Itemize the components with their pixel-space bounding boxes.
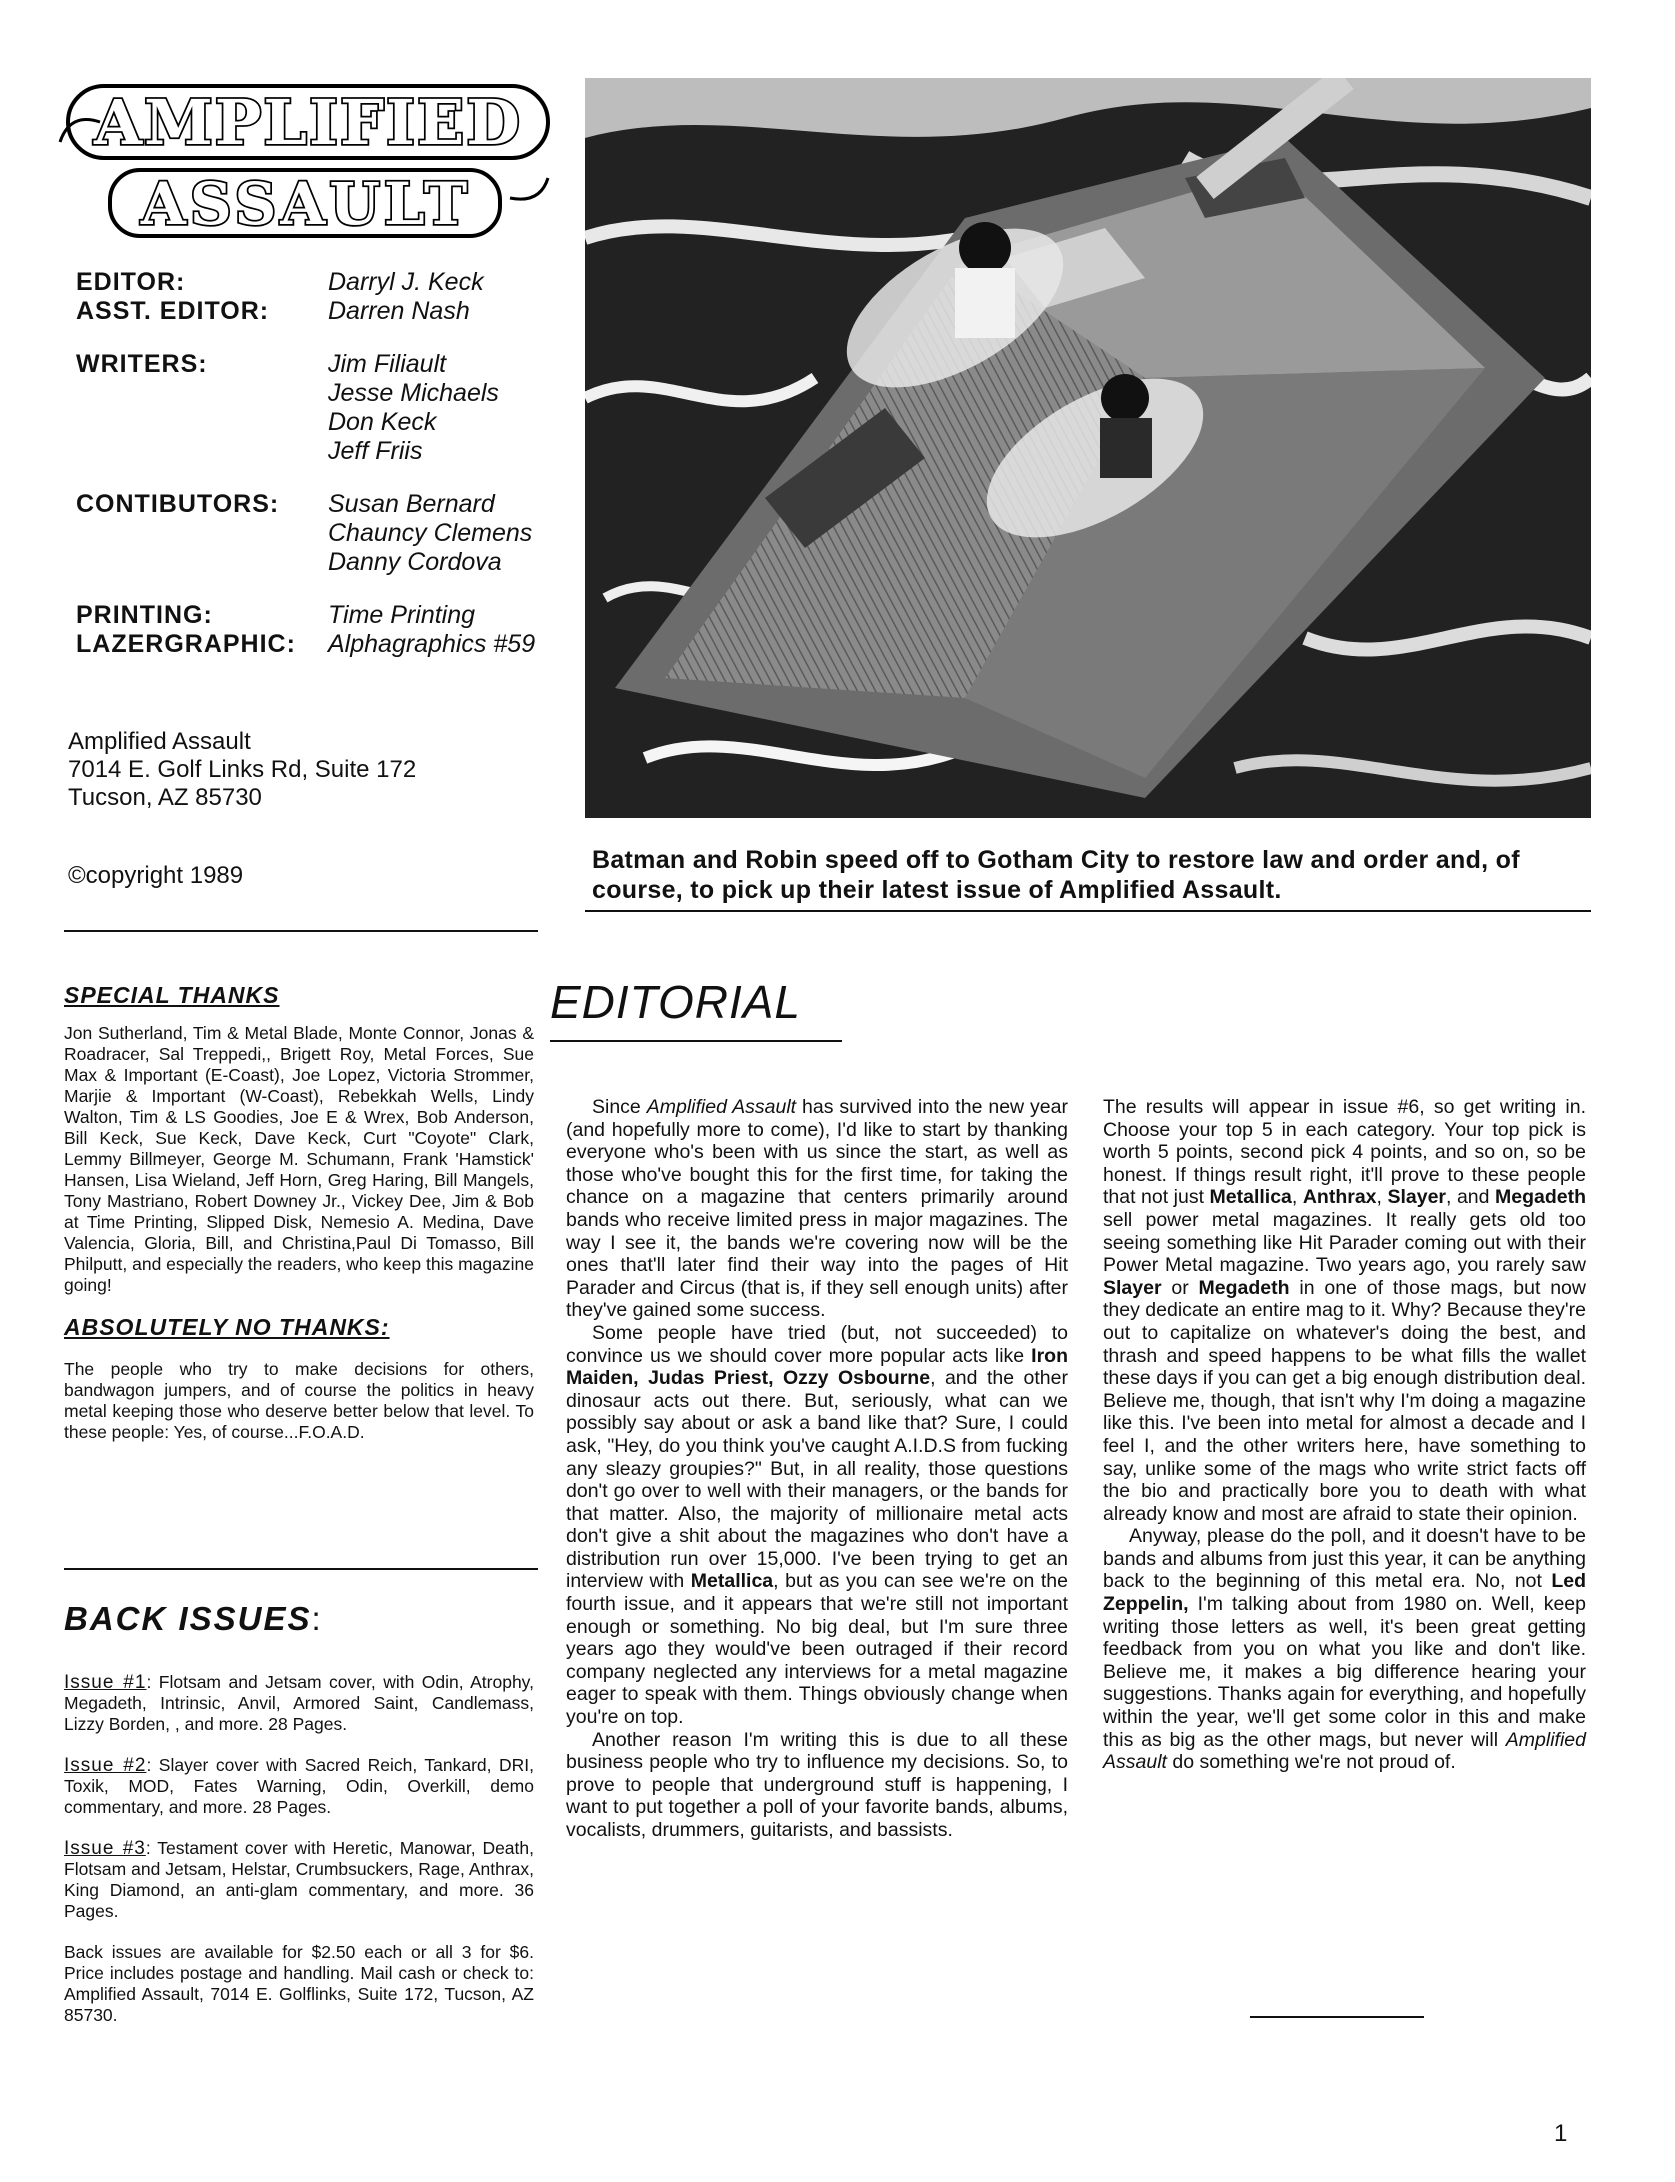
staff-name: Susan Bernard [328, 490, 495, 518]
text-run: I'm talking about from 1980 on. Well, keep writing those letters as well, it's been great getting feedback from you on what you like and don't like. Believe me, it makes a big difference hearing your suggestions. Thanks again for everything, and hopefully within the year, we'll get some color in this and make this as big as the other mags, but never will [1103, 1593, 1586, 1751]
staff-name: Jeff Friis [328, 437, 423, 465]
editorial-paragraph: Another reason I'm writing this is due to all these business people who try to influence my decisions. So, to prove to people that underground stuff is happening, I want to put together a poll of your favorite bands, albums, vocalists, drummers, guitarists, and bassists. [566, 1728, 1068, 1841]
text-run: The results will appear in issue #6, so get writing in. Choose your top 5 in each category. Your top pick is worth 5 points, second pick 4 points, and so on, so be honest. If things result right, it'll prove to these people that not just [1103, 1096, 1586, 1209]
back-issues-heading-colon: : [311, 1600, 323, 1637]
staff-name: Darryl J. Keck [328, 268, 484, 296]
text-run-bold: Slayer [1387, 1186, 1447, 1209]
text-run: , but as you can see we're on the fourth issue, and it appears that we're still not important enough or something. No big deal, but I'm sure three years ago they would've been outraged if their record company neglected any interviews for a metal magazine eager to speak with them. Things obviously change when you're on top. [566, 1570, 1068, 1729]
text-run-bold: Metallica [690, 1570, 774, 1593]
staff-role: CONTIBUTORS: [76, 490, 280, 518]
staff-row-writers [76, 350, 546, 466]
address-city: Tucson, AZ 85730 [68, 784, 262, 811]
staff-row-contributors [76, 490, 546, 577]
address-street: 7014 E. Golf Links Rd, Suite 172 [68, 756, 417, 783]
editorial-column-1 [566, 1096, 1068, 1842]
back-issue-text: : Flotsam and Jetsam cover, with Odin, Atrophy, Megadeth, Intrinsic, Anvil, Armored Saint, Candlemass, Lizzy Borden, , and more. 28 Pages. [64, 1672, 534, 1734]
text-run: has survived into the new year (and hopefully more to come), I'd like to start by thanking everyone who's been with us since the start, as well as those who've bought this for the first time, for taking the chance on a magazine that centers primarily around bands who receive limited press in major magazines. The way I see it, the bands we're covering now will be the ones that'll later find their way into the pages of Hit Parader and Circus (that is, if they sell enough units) after they've gained some success. [566, 1096, 1068, 1322]
photo-caption: Batman and Robin speed off to Gotham City to restore law and order and, of course, to pick up their latest issue of Amplified Assault. [592, 846, 1520, 904]
editorial-end-rule [1250, 2016, 1424, 2018]
staff-box [76, 268, 546, 659]
text-run: in one of those mags, but now they dedicate an entire mag to it. Why? Because they're out to capitalize on whatever's doing the best, and thrash and speed happens to be what fills the wallet these days if you can get a big enough distribution deal. Believe me, though, that isn't why I'm doing a magazine like this. I've been into metal for almost a decade and I feel I, and the other writers here, have something to say, unlike some of the mags who write strict facts off the bio and practically bore you to death with what already know and most are afraid to state their opinion. [1103, 1276, 1586, 1525]
text-run: , [1376, 1186, 1388, 1209]
address-name: Amplified Assault [68, 728, 251, 755]
text-run: , and [1446, 1186, 1495, 1209]
text-run: , and the other dinosaur acts out there. But, seriously, what can we possibly say about or ask a band like that? Sure, I could ask, "Hey, do you think you've caught A.I.D.S from fucking any sleazy groupies?" But, in all reality, those questions don't go over to well with their managers, or the bands for that matter. Also, the majority of millionaire metal acts don't give a shit about the magazines who don't have a distribution run over 15,000. I've been trying to get an interview with [566, 1367, 1068, 1593]
mailing-address [68, 728, 416, 812]
staff-row-editor [76, 268, 546, 297]
divider [585, 910, 1591, 912]
back-issues-heading-text: BACK ISSUES [64, 1600, 312, 1637]
staff-name: Time Printing [328, 601, 476, 629]
text-run: Some people have tried (but, not succeeded) to convince us we should cover more popular acts like [566, 1321, 1068, 1367]
text-run-bold: Slayer [1103, 1276, 1162, 1299]
text-run: Since [592, 1096, 647, 1118]
editorial-title-underline [550, 1040, 842, 1042]
text-run: Anyway, please do the poll, and it doesn't have to be bands and albums from just this year, it can be anything back to the beginning of this metal era. No, not [1103, 1525, 1586, 1593]
batboat-photo-art [585, 78, 1591, 818]
text-run: , [1291, 1186, 1303, 1209]
text-run: do something we're not proud of. [1166, 1751, 1456, 1774]
back-issue-item [64, 1755, 534, 1818]
staff-role: PRINTING: [76, 601, 213, 629]
special-thanks [64, 982, 534, 1443]
staff-name: Alphagraphics #59 [328, 630, 536, 658]
staff-row-lazergraphic [76, 630, 546, 659]
back-issue-item [64, 1838, 534, 1922]
back-issues [64, 1600, 534, 2026]
editorial-title: EDITORIAL [550, 976, 801, 1028]
copyright-notice: ©copyright 1989 [68, 862, 244, 889]
page-number: 1 [1554, 2120, 1568, 2147]
back-issue-label: Issue #1 [64, 1672, 147, 1693]
back-issue-text: : Slayer cover with Sacred Reich, Tankard, DRI, Toxik, MOD, Fates Warning, Odin, Overkill, demo commentary, and more. 28 Pages. [64, 1755, 534, 1817]
back-issue-label: Issue #2 [64, 1755, 147, 1776]
no-thanks-text: The people who try to make decisions for others, bandwagon jumpers, and of course the politics in heavy metal keeping those who deserve better below that level. To these people: Yes, of course...F.O.A.D. [64, 1359, 534, 1442]
text-run-bold: Anthrax [1302, 1186, 1377, 1209]
divider [64, 930, 538, 932]
staff-role: WRITERS: [76, 350, 208, 378]
text-run: sell power metal magazines. It really gets old too seeing something like Hit Parader coming out with their Power Metal magazine. Two years ago, you rarely saw [1103, 1208, 1586, 1277]
special-thanks-heading: SPECIAL THANKS [64, 982, 280, 1008]
text-run: or [1161, 1276, 1199, 1299]
text-run-italic: Amplified Assault [646, 1096, 797, 1118]
text-run-italic: Amplified Assault [1103, 1728, 1586, 1774]
masthead-logo-art [40, 78, 560, 248]
text-run-bold: Megadeth [1198, 1276, 1290, 1299]
back-issue-item [64, 1672, 534, 1735]
divider [64, 1568, 538, 1570]
editorial-paragraph [1103, 1096, 1586, 1525]
masthead-line2: ASSAULT [140, 170, 472, 238]
editorial-paragraph [566, 1322, 1068, 1729]
no-thanks-heading: ABSOLUTELY NO THANKS: [64, 1314, 390, 1340]
editorial-column-2 [1103, 1096, 1586, 1774]
batboat-photo [585, 78, 1591, 818]
staff-name: Don Keck [328, 408, 437, 436]
masthead-logo [40, 78, 560, 248]
staff-name: Jim Filiault [328, 350, 447, 378]
special-thanks-text: Jon Sutherland, Tim & Metal Blade, Monte Connor, Jonas & Roadracer, Sal Treppedi,, Brigett Roy, Metal Forces, Sue Max & Important (E-Coast), Joe Lopez, Victoria Strommer, Marjie & Important (W-Coast), Rebekkah Wells, Lindy Walton, Tim & LS Goodies, Joe E & Wrex, Bob Anderson, Bill Keck, Sue Keck, Dave Keck, Curt "Coyote" Clark, Lemmy Billmeyer, George M. Schumann, Frank 'Hamstick' Hansen, Lisa Wieland, Jeff Horn, Greg Haring, Bill Mangels, Tony Mastriano, Robert Downey Jr., Vickey Dee, Jim & Bob at Time Printing, Slipped Disk, Nemesio A. Medina, Dave Valencia, Gloria, Bill, and Christina,Paul Di Tomasso, Bill Philputt, and especially the readers, who keep this magazine going! [64, 1023, 534, 1295]
text-run-bold: Metallica [1209, 1186, 1292, 1209]
editorial-paragraph [1103, 1525, 1586, 1774]
staff-role: LAZERGRAPHIC: [76, 630, 296, 658]
staff-name: Danny Cordova [328, 548, 502, 576]
back-issue-label: Issue #3 [64, 1838, 146, 1859]
staff-name: Jesse Michaels [328, 379, 499, 407]
staff-role: ASST. EDITOR: [76, 297, 270, 325]
masthead-line1: AMPLIFIED [94, 86, 522, 159]
staff-row-asst-editor [76, 297, 546, 326]
staff-name: Chauncy Clemens [328, 519, 533, 547]
back-issues-heading [64, 1600, 534, 1638]
text-run-bold: Megadeth [1495, 1186, 1587, 1209]
text-run-bold: Led Zeppelin, [1103, 1570, 1586, 1616]
staff-row-printing [76, 601, 546, 630]
editorial-paragraph [566, 1096, 1068, 1322]
text-run-bold: Iron Maiden, Judas Priest, Ozzy Osbourne [566, 1344, 1068, 1390]
staff-name: Darren Nash [328, 297, 470, 325]
staff-role: EDITOR: [76, 268, 186, 296]
back-issues-order-info: Back issues are available for $2.50 each or all 3 for $6. Price includes postage and handling. Mail cash or check to: Amplified Assault, 7014 E. Golflinks, Suite 172, Tucson, AZ 85730. [64, 1942, 534, 2025]
back-issue-text: : Testament cover with Heretic, Manowar, Death, Flotsam and Jetsam, Helstar, Crumbsuckers, Rage, Anthrax, King Diamond, an anti-glam commentary, and more. 36 Pages. [64, 1838, 534, 1921]
